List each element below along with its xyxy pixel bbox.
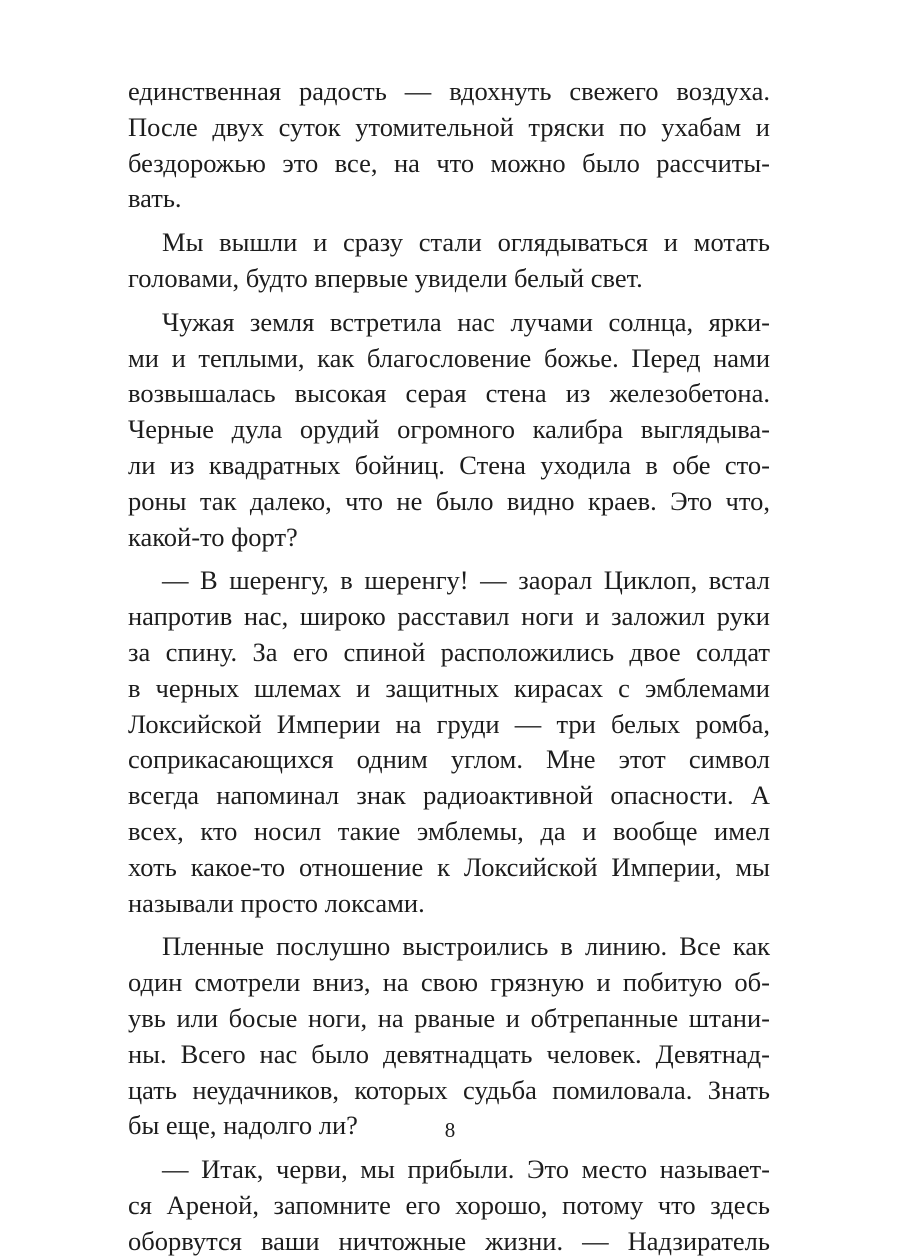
paragraph xyxy=(128,929,770,1144)
paragraph xyxy=(128,74,770,217)
paragraph-gap xyxy=(128,297,770,305)
text-line: за спину. За его спиной расположились двое солдат xyxy=(128,636,770,667)
text-line: всех, кто носил такие эмблемы, да и вообще имел xyxy=(128,815,770,846)
text-line: Мы вышли и сразу стали оглядываться и мотать xyxy=(162,227,770,258)
paragraph-gap xyxy=(128,1144,770,1152)
text-line: единственная радость — вдохнуть свежего воздуха. xyxy=(128,76,770,106)
text-line: соприкасающихся одним углом. Мне этот символ xyxy=(128,744,770,775)
paragraph-gap xyxy=(128,555,770,563)
text-line: в черных шлемах и защитных кирасах с эмблемами xyxy=(128,672,770,703)
text-line: всегда напоминал знак радиоактивной опасности. А xyxy=(128,780,770,811)
body-text xyxy=(128,74,770,1260)
text-line: ся Ареной, запомните его хорошо, потому что здесь xyxy=(128,1189,770,1220)
text-line: увь или босые ноги, на рваные и обтрепанные штани- xyxy=(128,1002,770,1033)
text-line: цать неудачников, которых судьба помиловала. Знать xyxy=(128,1074,770,1105)
text-line: — В шеренгу, в шеренгу! — заорал Циклоп, встал xyxy=(162,565,770,596)
paragraph-gap xyxy=(128,921,770,929)
text-line: ны. Всего нас было девятнадцать человек. Девятнад- xyxy=(128,1038,770,1069)
text-line: Черные дула орудий огромного калибра выглядыва- xyxy=(128,414,770,445)
text-line: ми и теплыми, как благословение божье. Перед нами xyxy=(128,342,770,373)
text-line: называли просто локсами. xyxy=(128,887,425,918)
text-line: головами, будто впервые увидели белый свет. xyxy=(128,262,643,293)
paragraph-gap xyxy=(128,217,770,225)
text-line: какой-то форт? xyxy=(128,521,298,552)
text-line: оборвутся ваши ничтожные жизни. — Надзиратель xyxy=(128,1225,770,1256)
text-line: вать. xyxy=(128,183,182,214)
text-line: Чужая земля встретила нас лучами солнца, ярки- xyxy=(162,306,770,337)
text-line: ли из квадратных бойниц. Стена уходила в обе сто- xyxy=(128,449,770,480)
paragraph xyxy=(128,1152,770,1259)
text-line: бы еще, надолго ли? xyxy=(128,1110,358,1141)
text-line: роны так далеко, что не было видно краев. Это что, xyxy=(128,485,770,516)
text-line: бездорожью это все, на что можно было рассчиты- xyxy=(128,147,770,178)
text-line: возвышалась высокая серая стена из железобетона. xyxy=(128,378,770,409)
text-line: Локсийской Империи на груди — три белых ромба, xyxy=(128,708,770,739)
paragraph xyxy=(128,225,770,297)
paragraph xyxy=(128,563,770,921)
page-number: 8 xyxy=(444,1118,456,1142)
text-line: один смотрели вниз, на свою грязную и побитую об- xyxy=(128,967,770,998)
paragraph xyxy=(128,305,770,556)
text-line: хоть какое-то отношение к Локсийской Империи, мы xyxy=(128,851,770,882)
text-line: — Итак, черви, мы прибыли. Это место называет- xyxy=(162,1154,770,1185)
text-line: После двух суток утомительной тряски по ухабам и xyxy=(128,111,770,142)
text-line: Пленные послушно выстроились в линию. Все как xyxy=(162,931,770,962)
text-line: напротив нас, широко расставил ноги и заложил руки xyxy=(128,601,770,632)
